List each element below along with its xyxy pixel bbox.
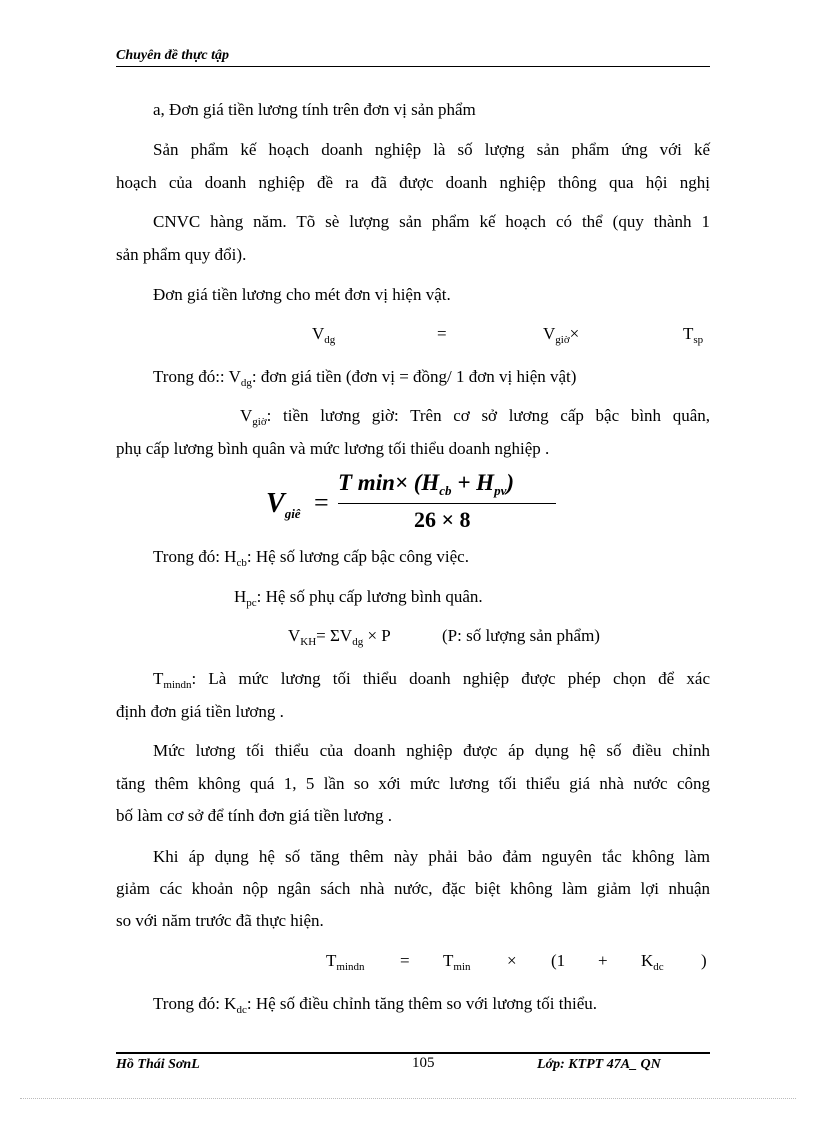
eq2-note: (P: số lượng sản phẩm) (442, 626, 600, 645)
definition-hpc: $H_{pc}$: Hệ số phụ cấp lương bình quân. (234, 587, 483, 609)
page-header: Chuyên đề thực tập (116, 48, 710, 67)
eq1-lhs: $V_{dg}$ (312, 324, 336, 346)
eq1-equals: = (437, 324, 447, 343)
formula-fraction-bar (338, 503, 556, 504)
eq3-times: × (507, 951, 517, 970)
definition-vdg: Trong đó:: $V_{dg}$: đơn giá tiền (đơn vị = đồng/ 1 đơn vị hiện vật) (153, 367, 577, 389)
eq2-vkh: $V_{KH}= \Sigma V_{dg} \times P$ (288, 626, 391, 648)
eq3-kdc: $K_{dc}$ (641, 951, 664, 973)
definition-vgio: $V_{giờ}$: tiền lương giờ: Trên cơ sở lương cấp bậc bình quân, (240, 406, 710, 428)
definition-hcb: Trong đó: $H_{cb}$: Hệ số lương cấp bậc công việc. (153, 547, 469, 569)
definition-tmindn-line-2: định đơn giá tiền lương . (116, 702, 284, 721)
paragraph-5-line-2: tăng thêm không quá 1, 5 lần so xới mức lương tối thiểu giá nhà nước công (116, 774, 710, 793)
footer-class: Lớp: KTPT 47A_ QN (537, 1057, 661, 1072)
definition-kdc: Trong đó: $K_{dc}$: Hệ số điều chỉnh tăng thêm so với lương tối thiểu. (153, 994, 597, 1016)
eq3-tmin: $T_{min}$ (443, 951, 471, 973)
formula-lhs: $V_{giê}$ (266, 488, 301, 521)
eq3-open: (1 (551, 951, 566, 970)
page-bottom-divider (20, 1098, 796, 1099)
footer-rule (116, 1052, 710, 1054)
paragraph-2-line-2: hoạch của doanh nghiệp đề ra đã được doanh nghiệp thông qua hội nghị (116, 173, 710, 192)
eq1-rhs: $T_{sp}$ (683, 324, 704, 346)
formula-equals: = (314, 488, 329, 517)
footer-author: Hồ Thái SơnL (116, 1057, 200, 1072)
page-number: 105 (412, 1055, 435, 1071)
eq1-mid: $V_{giờ}\times$ (543, 324, 580, 346)
paragraph-3-line-2: sản phẩm quy đổi). (116, 245, 247, 264)
formula-numerator: T $\min\times (H_{cb} + H_{pv})$ (338, 470, 515, 498)
definition-vgio-line-2: phụ cấp lương bình quân và mức lương tối thiểu doanh nghiệp . (116, 439, 550, 458)
eq3-tmindn: $T_{mindn}$ (326, 951, 365, 973)
paragraph-3-line-1: CNVC hàng năm. Tõ sè lượng sản phẩm kế hoạch có thể (quy thành 1 (153, 212, 710, 231)
eq3-close: ) (701, 951, 707, 970)
paragraph-5-line-1: Mức lương tối thiểu của doanh nghiệp được áp dụng hệ số điều chỉnh (153, 741, 710, 760)
paragraph-heading-a: a, Đơn giá tiền lương tính trên đơn vị sản phẩm (153, 100, 476, 119)
formula-denominator: 26 × 8 (414, 507, 471, 532)
paragraph-6-line-1: Khi áp dụng hệ số tăng thêm này phải bảo đảm nguyên tắc không làm (153, 847, 710, 866)
eq3-equals: = (400, 951, 410, 970)
eq3-plus: + (598, 951, 608, 970)
wage-hour-formula (266, 470, 566, 534)
paragraph-4: Đơn giá tiền lương cho mét đơn vị hiện vật. (153, 285, 451, 304)
paragraph-5-line-3: bố làm cơ sở để tính đơn giá tiền lương . (116, 806, 393, 825)
paragraph-6-line-2: giảm các khoản nộp ngân sách nhà nước, đặc biệt không làm giảm lợi nhuận (116, 879, 710, 898)
paragraph-2-line-1: Sản phẩm kế hoạch doanh nghiệp là số lượng sản phẩm ứng với kế (153, 140, 710, 159)
definition-tmindn: $T_{mindn}$: Là mức lương tối thiểu doanh nghiệp được phép chọn để xác (153, 669, 710, 691)
paragraph-6-line-3: so với năm trước đã thực hiện. (116, 911, 324, 930)
